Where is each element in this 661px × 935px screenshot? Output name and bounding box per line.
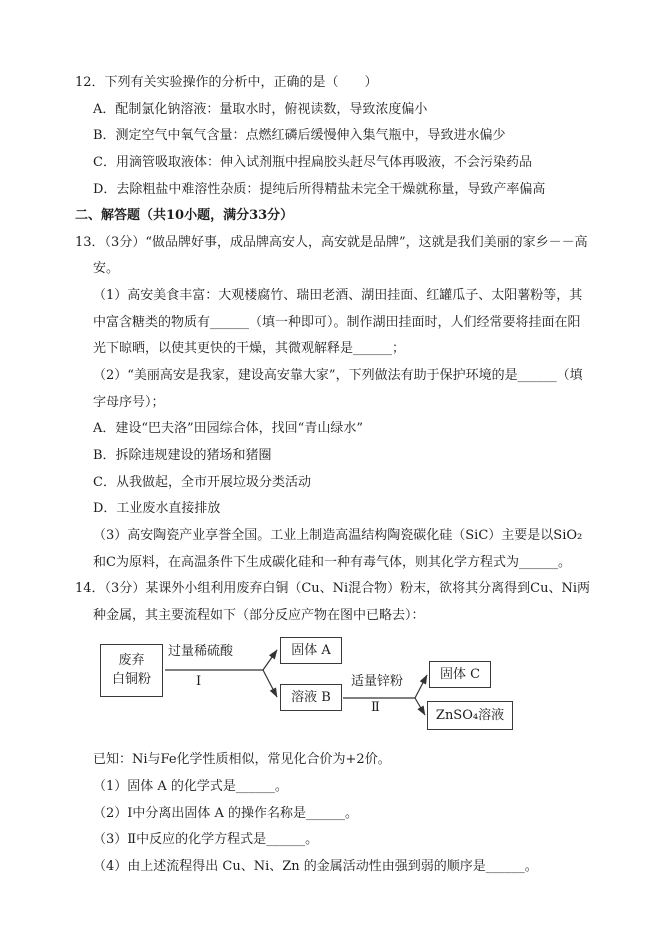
step-2-roman-numeral: Ⅱ — [371, 700, 380, 716]
waste-cupronickel-powder-line1: 废弃 — [118, 653, 145, 669]
zinc-powder-label: 适量锌粉 — [351, 674, 404, 690]
question-12-option-d: D．去除粗盐中难溶性杂质：提纯后所得精盐未完全干燥就称量，导致产率偏高 — [93, 181, 546, 197]
znso4-solution-box — [427, 701, 513, 730]
question-13-stem: 13．（3分）“做品牌好事，成品牌高安人，高安就是品牌”，这就是我们美丽的家乡－－高安。 — [75, 234, 588, 277]
question-13-part-2-option-b: B．拆除违规建设的猪场和猪圈 — [93, 447, 272, 463]
question-14-known-info: 已知：Ni与Fe化学性质相似，常见化合价为+2价。 — [93, 752, 391, 768]
question-13-part-3: （3）高安陶瓷产业享誉全国。工业上制造高温结构陶瓷碳化硅（SiC）主要是以SiO₂和C为原料，在高温条件下生成碳化硅和一种有毒气体，则其化学方程式为______。 — [93, 527, 583, 570]
question-13-part-2-option-c: C．从我做起，全市开展垃圾分类活动 — [93, 474, 311, 490]
question-14-part-2: （2）Ⅰ中分离出固体 A 的操作名称是______。 — [93, 805, 359, 821]
dilute-sulfuric-acid-label: 过量稀硫酸 — [168, 644, 234, 660]
question-14-part-3: （3）Ⅱ中反应的化学方程式是______。 — [93, 832, 319, 848]
question-12-stem: 12．下列有关实验操作的分析中，正确的是（ ） — [75, 75, 378, 90]
question-14-part-1: （1）固体 A 的化学式是______。 — [93, 779, 288, 795]
waste-cupronickel-powder-line2: 白铜粉 — [111, 671, 151, 687]
solid-a-label: 固体 A — [291, 642, 331, 658]
solid-c-label: 固体 C — [439, 666, 481, 682]
question-12-option-b: B．测定空气中氧气含量：点燃红磷后缓慢伸入集气瓶中，导致进水偏少 — [93, 128, 506, 144]
separation-flowchart — [95, 633, 593, 743]
solid-a-box — [280, 637, 342, 664]
question-12-option-c: C．用滴管吸取液体：伸入试剂瓶中捏扁胶头赶尽气体再吸液，不会污染药品 — [93, 154, 532, 170]
question-14-stem: 14．（3分）某课外小组利用废弃白铜（Cu、Ni混合物）粉末，欲将其分离得到Cu、Ni两种金属，其主要流程如下（部分反应产物在图中已略去）： — [75, 581, 591, 623]
question-13-part-1: （1）高安美食丰富：大观楼腐竹、瑞田老酒、湖田挂面、红罐瓜子、太阳薯粉等，其中富含糖类的物质有______（填一种即可）。制作湖田挂面时，人们经常要将挂面在阳光下晾晒，以使其更快的干燥，其微观解释是______； — [93, 288, 583, 357]
question-12-option-a: A．配制氯化钠溶液：量取水时，俯视读数，导致浓度偏小 — [93, 101, 428, 117]
waste-cupronickel-powder-box — [100, 644, 163, 697]
question-13-part-2-option-a: A．建设“巴夫洛”田园综合体，找回“青山绿水” — [93, 421, 363, 437]
solution-b-label: 溶液 B — [291, 689, 331, 705]
solution-b-box — [280, 684, 342, 711]
question-14-part-4: （4）由上述流程得出 Cu、Ni、Zn 的金属活动性由强到弱的顺序是______。 — [93, 859, 538, 875]
step-1-roman-numeral: Ⅰ — [196, 674, 202, 690]
solid-c-box — [429, 661, 491, 688]
znso4-solution-label: ZnSO₄溶液 — [435, 707, 505, 723]
question-13-part-2-option-d: D．工业废水直接排放 — [93, 501, 221, 517]
section-2-title: 二、解答题（共10小题，满分33分） — [75, 208, 294, 224]
question-13-part-2: （2）“美丽高安是我家，建设高安靠大家”，下列做法有助于保护环境的是______（填字母序号）； — [93, 368, 583, 410]
